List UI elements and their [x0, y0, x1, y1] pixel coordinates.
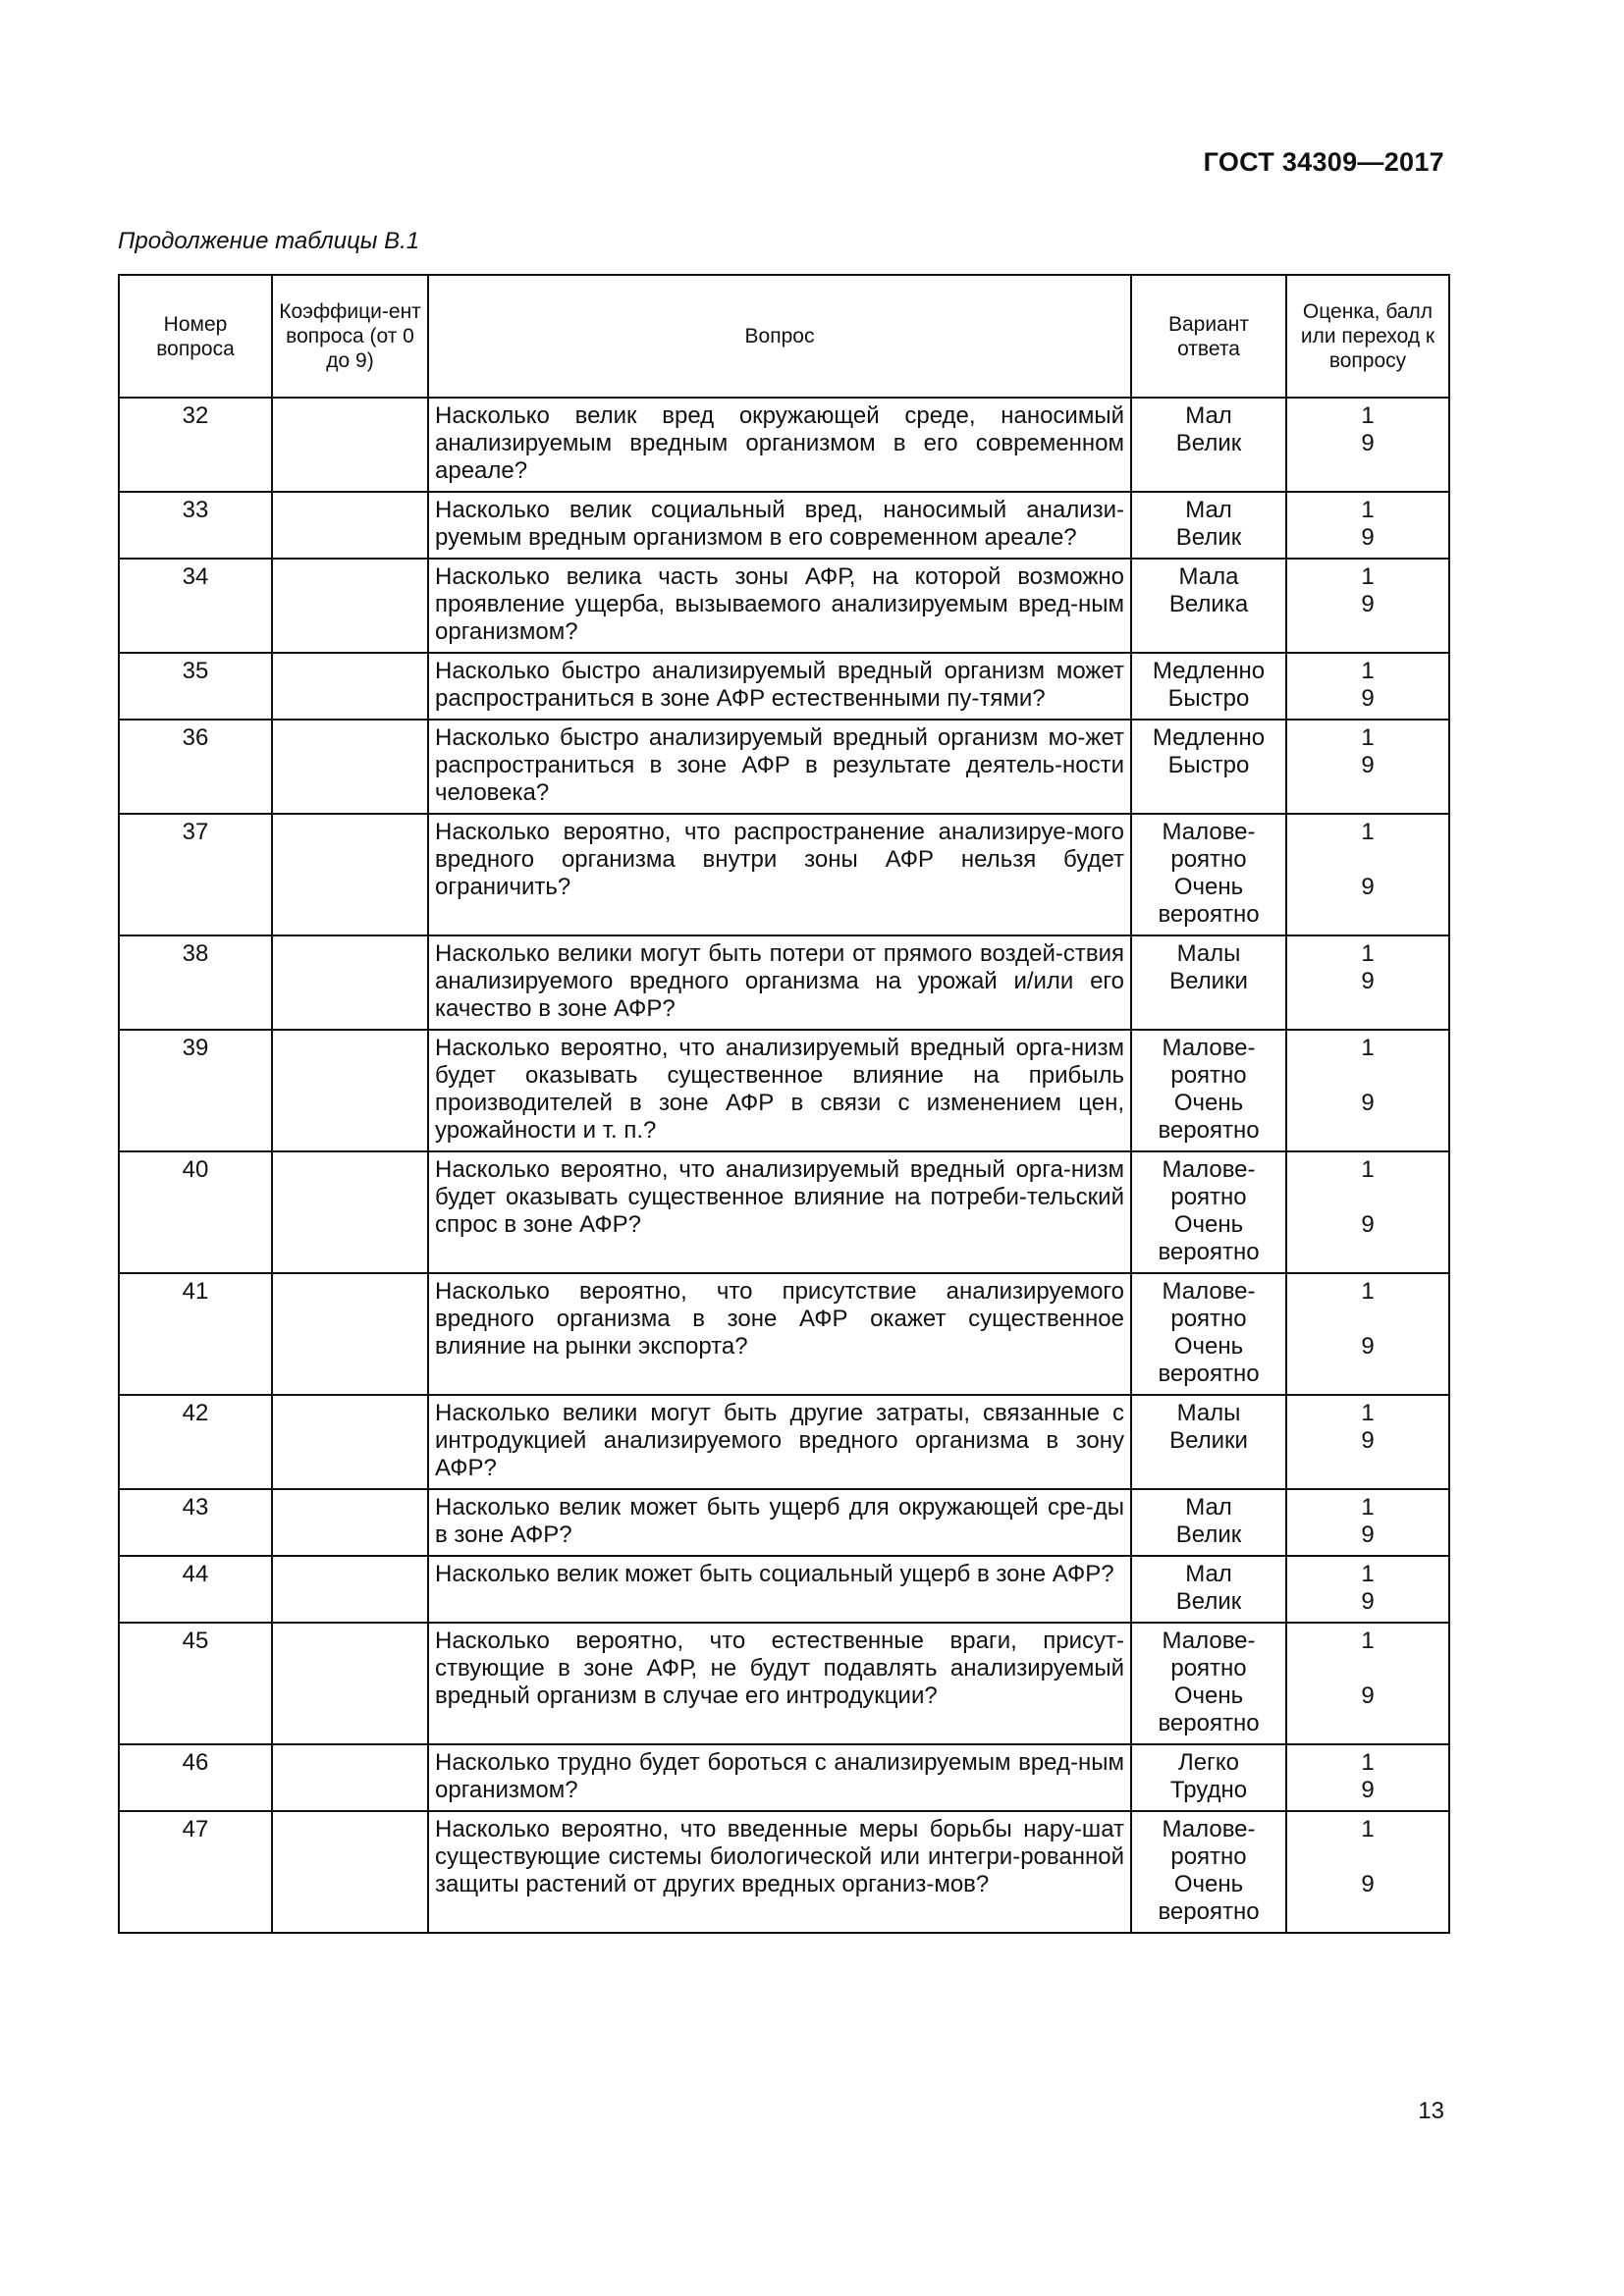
question-coefficient-cell — [272, 1273, 428, 1395]
question-number-cell: 42 — [119, 1395, 272, 1489]
table-row — [119, 398, 1449, 492]
answer-line: Малове- — [1162, 819, 1256, 845]
score-line — [1293, 1117, 1442, 1145]
answer-variant-cell — [1131, 1744, 1286, 1811]
score-line: 9 — [1361, 1871, 1375, 1897]
answer-line: Мала — [1178, 563, 1239, 590]
questions-table — [118, 274, 1450, 1934]
answer-line: Очень — [1173, 1090, 1244, 1116]
question-number-cell: 36 — [119, 720, 272, 814]
header-question-number: Номер вопроса — [119, 275, 272, 398]
table-row — [119, 1030, 1449, 1151]
question-text-cell: Насколько вероятно, что распространение анализируе-мого вредного организма внутри зоны АФР нельзя будет ограничить? — [428, 814, 1131, 935]
table-body — [119, 398, 1449, 1933]
score-cell — [1286, 1151, 1449, 1273]
question-number-cell: 35 — [119, 653, 272, 720]
answer-line: Очень — [1173, 1682, 1244, 1709]
question-text-cell: Насколько вероятно, что анализируемый вредный орга-низм будет оказывать существенное влияние на прибыль производителей в зоне АФР в связи с изменением цен, урожайности и т. п.? — [428, 1030, 1131, 1151]
answer-line: Очень — [1173, 874, 1244, 900]
score-line: 1 — [1361, 940, 1375, 967]
answer-line: Малы — [1176, 1400, 1241, 1426]
question-number-cell: 32 — [119, 398, 272, 492]
question-text-cell: Насколько вероятно, что естественные враги, присут-ствующие в зоне АФР, не будут подавлять анализируемый вредный организм в случае его интродукции? — [428, 1623, 1131, 1744]
answer-line: Очень — [1173, 1333, 1244, 1360]
score-line — [1293, 1361, 1442, 1388]
question-coefficient-cell — [272, 1811, 428, 1933]
header-score: Оценка, балл или переход к вопросу — [1286, 275, 1449, 398]
table-row — [119, 653, 1449, 720]
answer-line: вероятно — [1158, 901, 1260, 928]
score-line: 1 — [1361, 1156, 1375, 1183]
score-cell — [1286, 1811, 1449, 1933]
question-coefficient-cell — [272, 1623, 428, 1744]
score-line: 9 — [1361, 1090, 1375, 1116]
header-question-coefficient: Коэффици-ент вопроса (от 0 до 9) — [272, 275, 428, 398]
question-text-cell: Насколько быстро анализируемый вредный организм мо-жет распространиться в зоне АФР в результате деятель-ности человека? — [428, 720, 1131, 814]
table-row — [119, 1395, 1449, 1489]
question-number-cell: 41 — [119, 1273, 272, 1395]
answer-line: Мал — [1185, 497, 1232, 523]
answer-variant-cell — [1131, 398, 1286, 492]
answer-variant-cell — [1131, 1623, 1286, 1744]
score-line: 9 — [1361, 1777, 1375, 1803]
answer-line: Велика — [1168, 591, 1249, 617]
question-coefficient-cell — [272, 1489, 428, 1556]
answer-line: Легко — [1178, 1749, 1239, 1776]
answer-line: Велик — [1175, 1522, 1242, 1548]
question-number-cell: 40 — [119, 1151, 272, 1273]
score-line — [1293, 1184, 1442, 1211]
header-answer-variant: Вариант ответа — [1131, 275, 1286, 398]
answer-line: роятно — [1170, 1306, 1247, 1332]
answer-line: Велик — [1175, 524, 1242, 551]
answer-line: Трудно — [1169, 1777, 1248, 1803]
score-cell — [1286, 1489, 1449, 1556]
score-line: 1 — [1361, 1035, 1375, 1061]
question-coefficient-cell — [272, 398, 428, 492]
question-coefficient-cell — [272, 492, 428, 559]
answer-variant-cell — [1131, 1489, 1286, 1556]
answer-variant-cell — [1131, 1273, 1286, 1395]
answer-line: роятно — [1170, 1184, 1247, 1210]
score-cell — [1286, 814, 1449, 935]
score-line: 1 — [1361, 402, 1375, 429]
score-line: 1 — [1361, 1400, 1375, 1426]
answer-line: вероятно — [1158, 1361, 1260, 1387]
answer-variant-cell — [1131, 492, 1286, 559]
question-coefficient-cell — [272, 935, 428, 1030]
question-coefficient-cell — [272, 1556, 428, 1623]
score-line: 9 — [1361, 430, 1375, 456]
score-line: 1 — [1361, 1749, 1375, 1776]
table-row — [119, 492, 1449, 559]
score-cell — [1286, 398, 1449, 492]
answer-variant-cell — [1131, 559, 1286, 653]
answer-line: роятно — [1170, 1062, 1247, 1089]
table-row — [119, 559, 1449, 653]
question-text-cell: Насколько велик может быть ущерб для окружающей сре-ды в зоне АФР? — [428, 1489, 1131, 1556]
answer-variant-cell — [1131, 1811, 1286, 1933]
question-number-cell: 37 — [119, 814, 272, 935]
score-cell — [1286, 1744, 1449, 1811]
question-text-cell: Насколько велик может быть социальный ущерб в зоне АФР? — [428, 1556, 1131, 1623]
score-cell — [1286, 653, 1449, 720]
answer-line: Велик — [1175, 430, 1242, 456]
table-row — [119, 1273, 1449, 1395]
score-line — [1293, 1239, 1442, 1266]
table-caption: Продолжение таблицы В.1 — [118, 228, 420, 254]
score-line — [1293, 901, 1442, 929]
question-number-cell: 45 — [119, 1623, 272, 1744]
question-coefficient-cell — [272, 1151, 428, 1273]
score-line: 9 — [1361, 524, 1375, 551]
score-line: 1 — [1361, 1494, 1375, 1521]
answer-variant-cell — [1131, 720, 1286, 814]
question-number-cell: 39 — [119, 1030, 272, 1151]
question-coefficient-cell — [272, 653, 428, 720]
document-code: ГОСТ 34309—2017 — [1203, 147, 1444, 177]
score-line: 1 — [1361, 1561, 1375, 1587]
answer-variant-cell — [1131, 1395, 1286, 1489]
table-row — [119, 1556, 1449, 1623]
score-line: 1 — [1361, 497, 1375, 523]
answer-line: Медленно — [1152, 658, 1266, 684]
table-row — [119, 1744, 1449, 1811]
answer-line: Малове- — [1162, 1278, 1256, 1305]
answer-line: Быстро — [1167, 752, 1250, 778]
question-number-cell: 33 — [119, 492, 272, 559]
score-line: 9 — [1361, 874, 1375, 900]
question-text-cell: Насколько велики могут быть потери от прямого воздей-ствия анализируемого вредного организма на урожай и/или его качество в зоне АФР? — [428, 935, 1131, 1030]
answer-line: роятно — [1170, 1655, 1247, 1682]
answer-variant-cell — [1131, 1556, 1286, 1623]
question-coefficient-cell — [272, 559, 428, 653]
question-coefficient-cell — [272, 1030, 428, 1151]
answer-line: Велики — [1169, 968, 1248, 994]
score-line: 9 — [1361, 1427, 1375, 1454]
question-text-cell: Насколько быстро анализируемый вредный организм может распространиться в зоне АФР естественными пу-тями? — [428, 653, 1131, 720]
question-text-cell: Насколько вероятно, что присутствие анализируемого вредного организма в зоне АФР окажет существенное влияние на рынки экспорта? — [428, 1273, 1131, 1395]
answer-variant-cell — [1131, 935, 1286, 1030]
score-cell — [1286, 1273, 1449, 1395]
table-row — [119, 935, 1449, 1030]
answer-line: вероятно — [1158, 1710, 1260, 1736]
score-line: 1 — [1361, 1278, 1375, 1305]
question-text-cell: Насколько вероятно, что анализируемый вредный орга-низм будет оказывать существенное влияние на потреби-тельский спрос в зоне АФР? — [428, 1151, 1131, 1273]
table-row — [119, 1623, 1449, 1744]
answer-line: вероятно — [1158, 1117, 1260, 1144]
score-line — [1293, 1710, 1442, 1737]
score-line — [1293, 1898, 1442, 1926]
answer-line: Мал — [1185, 1494, 1232, 1521]
score-line — [1293, 1306, 1442, 1333]
table-row — [119, 1489, 1449, 1556]
score-line: 1 — [1361, 563, 1375, 590]
question-text-cell: Насколько велик вред окружающей среде, наносимый анализируемым вредным организмом в его современном ареале? — [428, 398, 1131, 492]
score-line: 1 — [1361, 724, 1375, 751]
answer-line: Малове- — [1162, 1628, 1256, 1654]
score-line: 1 — [1361, 1628, 1375, 1654]
table-row — [119, 1811, 1449, 1933]
question-number-cell: 43 — [119, 1489, 272, 1556]
answer-line: Велик — [1175, 1588, 1242, 1615]
answer-line: Малове- — [1162, 1156, 1256, 1183]
question-coefficient-cell — [272, 720, 428, 814]
answer-line: роятно — [1170, 1843, 1247, 1870]
answer-line: Малове- — [1162, 1816, 1256, 1842]
score-line — [1293, 846, 1442, 874]
question-number-cell: 44 — [119, 1556, 272, 1623]
score-line: 1 — [1361, 819, 1375, 845]
table-row — [119, 720, 1449, 814]
answer-line: вероятно — [1158, 1239, 1260, 1265]
score-line: 1 — [1361, 1816, 1375, 1842]
score-cell — [1286, 935, 1449, 1030]
answer-line: роятно — [1170, 846, 1247, 873]
page-number: 13 — [1418, 2098, 1444, 2124]
question-text-cell: Насколько велик социальный вред, наносимый анализи-руемым вредным организмом в его современном ареале? — [428, 492, 1131, 559]
answer-line: Мал — [1185, 402, 1232, 429]
header-question: Вопрос — [428, 275, 1131, 398]
score-line: 9 — [1361, 1682, 1375, 1709]
score-line: 9 — [1361, 752, 1375, 778]
score-cell — [1286, 1030, 1449, 1151]
score-line: 9 — [1361, 1522, 1375, 1548]
question-text-cell: Насколько трудно будет бороться с анализируемым вред-ным организмом? — [428, 1744, 1131, 1811]
score-cell — [1286, 1395, 1449, 1489]
score-cell — [1286, 492, 1449, 559]
answer-line: Очень — [1173, 1871, 1244, 1897]
score-line: 9 — [1361, 1333, 1375, 1360]
score-cell — [1286, 1556, 1449, 1623]
answer-line: Малы — [1176, 940, 1241, 967]
question-number-cell: 47 — [119, 1811, 272, 1933]
answer-line: Малове- — [1162, 1035, 1256, 1061]
question-coefficient-cell — [272, 1744, 428, 1811]
answer-line: Медленно — [1152, 724, 1266, 751]
score-line — [1293, 1655, 1442, 1682]
answer-line: вероятно — [1158, 1898, 1260, 1925]
answer-variant-cell — [1131, 1030, 1286, 1151]
answer-line: Мал — [1185, 1561, 1232, 1587]
score-line: 9 — [1361, 591, 1375, 617]
score-line: 9 — [1361, 1588, 1375, 1615]
score-line: 9 — [1361, 968, 1375, 994]
question-text-cell: Насколько велика часть зоны АФР, на которой возможно проявление ущерба, вызываемого анализируемым вред-ным организмом? — [428, 559, 1131, 653]
score-line — [1293, 1843, 1442, 1871]
score-line: 9 — [1361, 1211, 1375, 1238]
answer-variant-cell — [1131, 1151, 1286, 1273]
question-coefficient-cell — [272, 1395, 428, 1489]
question-coefficient-cell — [272, 814, 428, 935]
score-line: 9 — [1361, 685, 1375, 712]
question-text-cell: Насколько вероятно, что введенные меры борьбы нару-шат существующие системы биологической или интегри-рованной защиты растений от других вредных организ-мов? — [428, 1811, 1131, 1933]
question-number-cell: 34 — [119, 559, 272, 653]
question-text-cell: Насколько велики могут быть другие затраты, связанные с интродукцией анализируемого вредного организма в зону АФР? — [428, 1395, 1131, 1489]
score-line — [1293, 1062, 1442, 1090]
score-cell — [1286, 720, 1449, 814]
answer-line: Очень — [1173, 1211, 1244, 1238]
question-number-cell: 46 — [119, 1744, 272, 1811]
score-cell — [1286, 559, 1449, 653]
answer-variant-cell — [1131, 653, 1286, 720]
table-row — [119, 1151, 1449, 1273]
table-row — [119, 814, 1449, 935]
answer-variant-cell — [1131, 814, 1286, 935]
question-number-cell: 38 — [119, 935, 272, 1030]
score-line: 1 — [1361, 658, 1375, 684]
table-header-row — [119, 275, 1449, 398]
answer-line: Велики — [1169, 1427, 1248, 1454]
answer-line: Быстро — [1167, 685, 1250, 712]
score-cell — [1286, 1623, 1449, 1744]
